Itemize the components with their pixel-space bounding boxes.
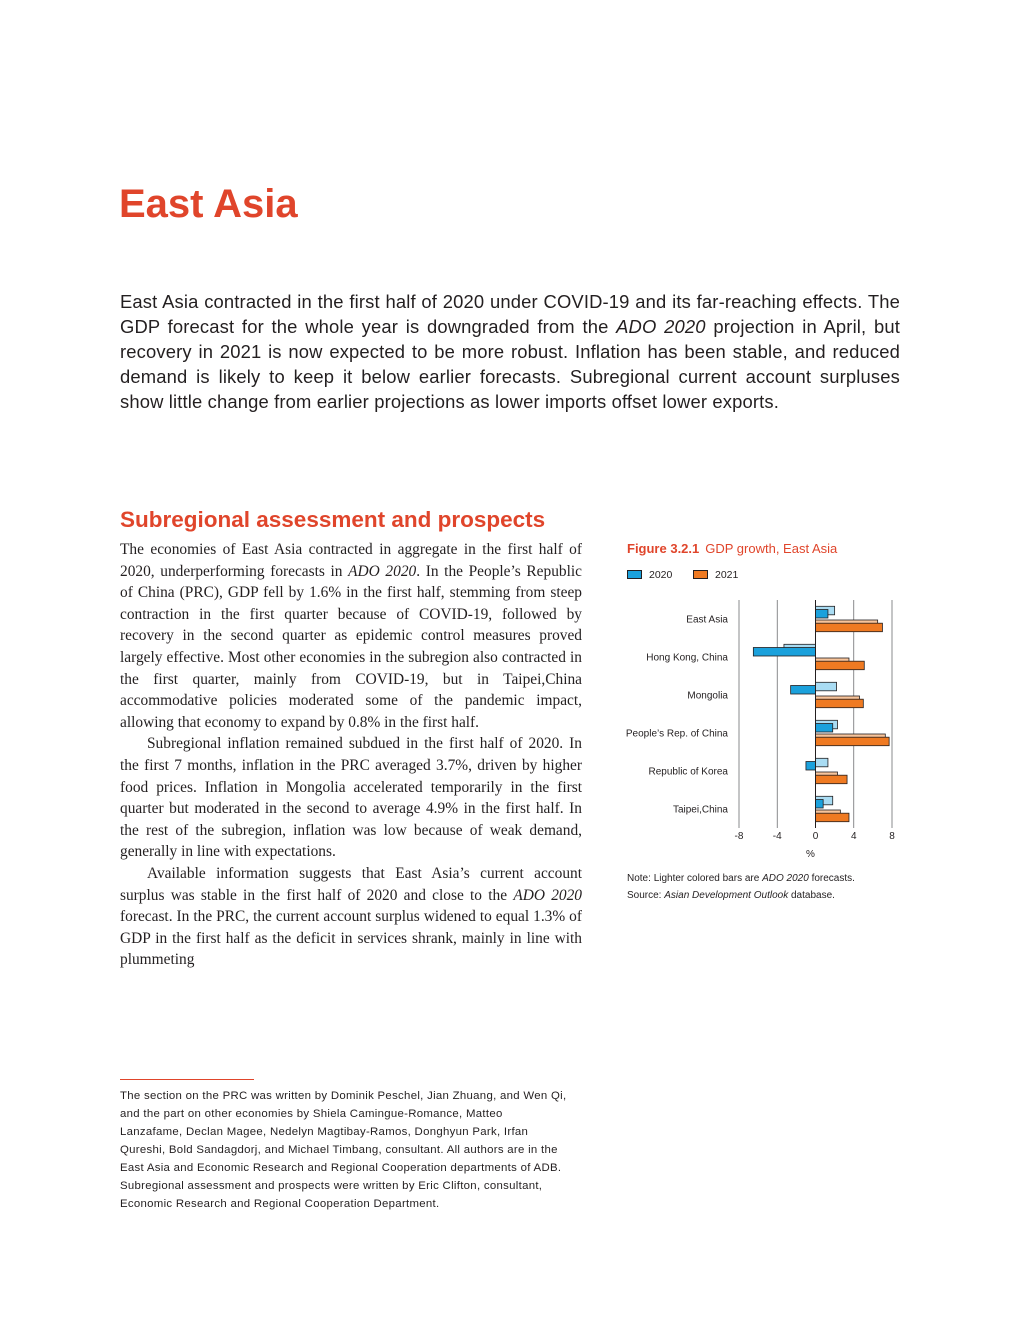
summary-text-1: East Asia contracted in the first half of 2020 under COVID-19 and its far-reaching effects. The GDP forecast for the whole year is downgraded from the (120, 291, 900, 337)
figure-number: Figure 3.2.1 (627, 541, 700, 556)
bar-forecast-2020-republic-of-korea (816, 758, 828, 767)
bar-2021-hong-kong-china (816, 661, 865, 670)
summary-text-2: projection in April, but recovery in 2021 is now expected to be more robust. Inflation has been stable, and reduced demand is likely to keep it below earlier forecasts. Subregional current account surpluses show little change from earlier projections as lower imports offset lower exports. (120, 316, 900, 412)
category-label-hong-kong-china: Hong Kong, China (646, 652, 728, 664)
category-label-east-asia: East Asia (686, 614, 728, 626)
footnote-rule (120, 1079, 254, 1080)
summary-ado-ref: ADO 2020 (616, 316, 706, 337)
legend-label-2021: 2021 (715, 569, 739, 581)
bar-2020-mongolia (791, 686, 816, 695)
tick-label-minus-8: -8 (734, 831, 744, 842)
category-label-republic-of-korea: Republic of Korea (648, 766, 728, 778)
tick-label-4: 4 (850, 831, 857, 842)
section-heading: Subregional assessment and prospects (120, 507, 546, 532)
bar-2021-people-s-rep-of-china (816, 737, 890, 746)
paragraph-inflation: Subregional inflation remained subdued in the first half of 2020. In the first 7 months, inflation in the PRC averaged 3.7%, driven by higher food prices. Inflation in Mongolia accelerated temporarily in the first quarter but moderated in the second to average 4.9% in the first half. In the rest of the subregion, inflation was low because of weak demand, generally in line with expectations. (120, 735, 582, 861)
paragraph-growth: The economies of East Asia contracted in aggregate in the first half of 2020, underperforming forecasts in ADO 2020. In the People’s Republic of China (PRC), GDP fell by 1.6% in the first half, stemming from steep contraction in the first quarter because of COVID-19, followed by recovery in the second quarter as epidemic control measures proved largely effective. Most other economies in the subregion also contracted in the first quarter, mainly from COVID-19, but in Taipei,China accommodative policies moderated some of the pandemic impact, allowing that economy to expand by 0.8% in the first half. (120, 541, 582, 731)
bar-2020-taipei-china (816, 800, 824, 809)
legend-swatch-2021 (693, 570, 708, 579)
bar-forecast-2020-mongolia (816, 682, 837, 691)
bar-2020-republic-of-korea (806, 762, 816, 771)
figure-caption: GDP growth, East Asia (705, 541, 838, 556)
category-label-mongolia: Mongolia (687, 690, 728, 702)
figure-note: Note: Lighter colored bars are ADO 2020 forecasts. (627, 873, 855, 884)
figure-notes (627, 870, 927, 904)
tick-label-0: 0 (812, 831, 819, 842)
category-label-taipei-china: Taipei,China (672, 804, 728, 816)
bar-2021-republic-of-korea (816, 775, 848, 784)
bar-2020-east-asia (816, 610, 828, 619)
tick-label-minus-4: -4 (772, 831, 782, 842)
bar-2021-east-asia (816, 623, 883, 632)
figure-title (627, 540, 837, 558)
category-label-people-s-rep-of-china: People’s Rep. of China (625, 728, 728, 740)
tick-label-8: 8 (889, 831, 895, 842)
body-text (120, 539, 582, 971)
legend-label-2020: 2020 (649, 569, 673, 581)
footnote: The section on the PRC was written by Dominik Peschel, Jian Zhuang, and Wen Qi, and the part on other economies by Shiela Camingue-Romance, Matteo Lanzafame, Declan Magee, Nedelyn Magtibay-Ramos, Donghyun Park, Irfan Qureshi, Bold Sandagdorj, and Michael Timbang, consultant. All authors are in the East Asia and Economic Research and Regional Cooperation departments of ADB. Subregional assessment and prospects were written by Eric Clifton, consultant, Economic Research and Regional Cooperation Department. (120, 1090, 567, 1210)
bar-2021-taipei-china (816, 813, 849, 822)
bar-2020-people-s-rep-of-china (816, 724, 833, 733)
summary-paragraph (120, 289, 900, 414)
bar-2020-hong-kong-china (753, 648, 815, 657)
bar-2021-mongolia (816, 699, 864, 708)
page-title: East Asia (119, 182, 298, 226)
legend-swatch-2020 (627, 570, 642, 579)
gdp-growth-chart (620, 590, 910, 865)
x-axis-label: % (806, 849, 815, 860)
paragraph-current-account: Available information suggests that East Asia’s current account surplus was stable in the first half of 2020 and close to the ADO 2020 forecast. In the PRC, the current account surplus widened to equal 1.3% of GDP in the first half as the deficit in services shrank, mainly in line with plummeting (120, 864, 582, 969)
figure-source: Source: Asian Development Outlook database. (627, 890, 835, 901)
